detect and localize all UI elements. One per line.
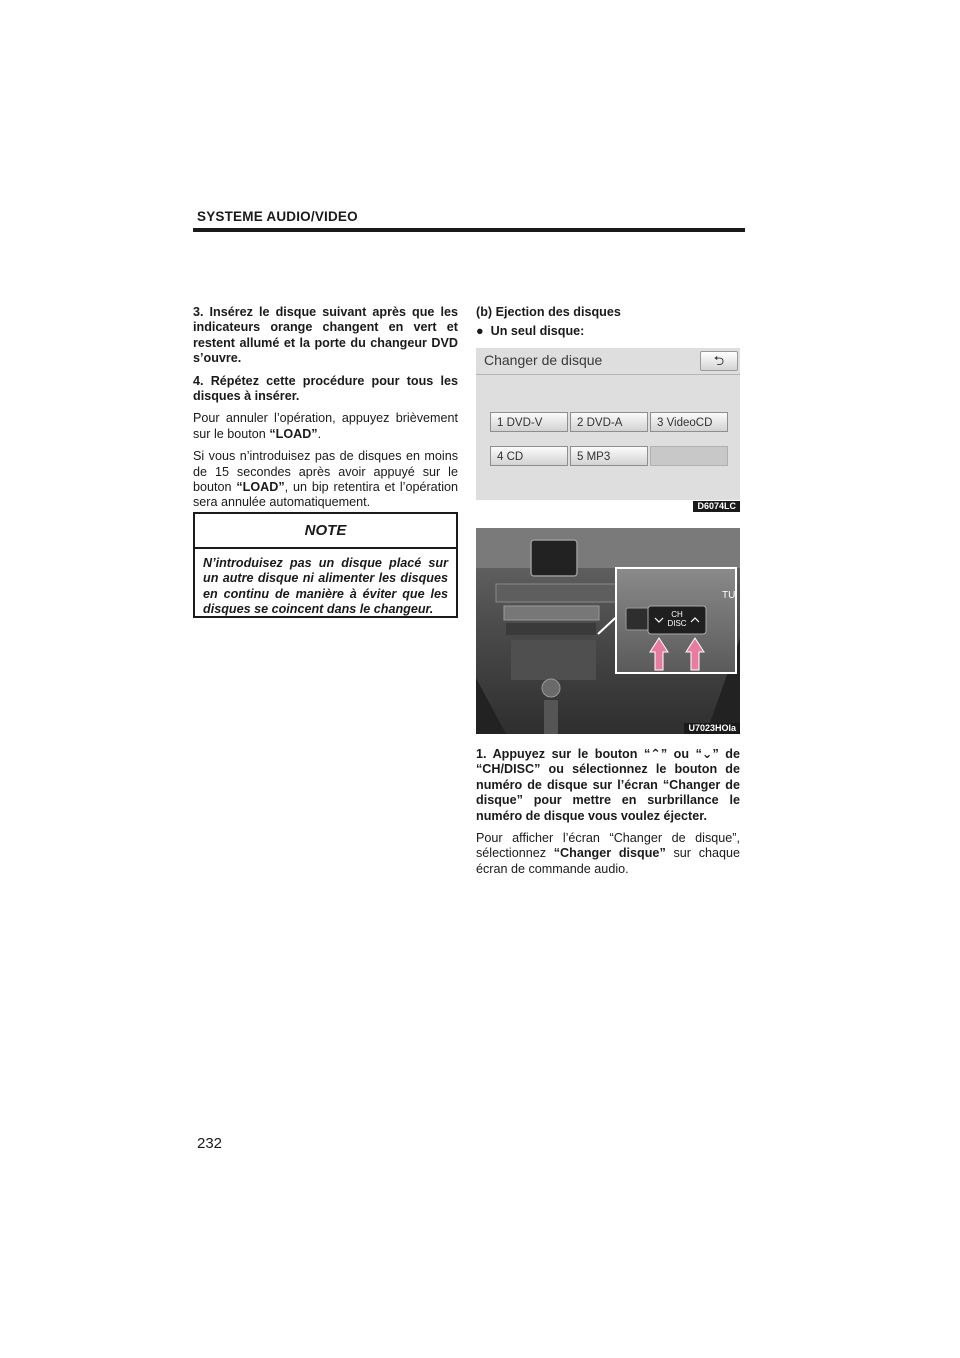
note-text: N’introduisez pas un disque placé sur un autre disque ni alimenter les disques en continu de manière à éviter que les disques se coincent dans le changeur. [203,556,448,617]
ch-label: CH [671,610,683,619]
side-label: TU [722,590,736,601]
subheading: (b) Ejection des disques [476,305,621,319]
chevron-down-icon: ⌄ [701,747,713,761]
cancel-end: . [317,426,322,441]
bullet-dot-icon: ● [476,324,484,339]
changer-screen-figure [476,348,740,513]
left-column [193,305,458,518]
step1-text-c: ” de “CH/DISC” ou sélectionnez le bouton de numéro de disque sur l’écran “Changer de disque” pour mettre en surbrillance le numéro de disque vous voulez éjecter. [476,747,740,823]
info-end: sur chaque écran de commande audio. [476,846,741,876]
disc-button-1[interactable]: 1 DVD-V [490,412,568,432]
page-number: 232 [197,1135,223,1152]
back-icon: ⮌ [713,353,725,368]
disc-button-6[interactable] [650,446,728,466]
step1-text-b: ” ou “ [660,747,702,761]
header-rule [193,228,745,232]
timeout-text: Si vous n’introduisez pas de disques en moins de 15 secondes après avoir appuyé sur le bouton [193,449,458,495]
note-box [193,512,458,618]
screen-title: Changer de disque [484,352,603,368]
timeout-paragraph [193,449,458,511]
screen-panel [476,348,740,500]
step-3: 3. Insérez le disque suivant après que les indicateurs orange changent en vert et restent allumé et la porte du changeur DVD s’ouvre. [193,305,458,366]
changer-key: “Changer disque” [553,846,666,861]
bullet-item [476,324,740,339]
figure-code: D6074LC [693,501,740,512]
cancel-text: Pour annuler l’opération, appuyez brièvement sur le bouton [193,411,458,441]
info-text: Pour afficher l’écran “Changer de disque”, sélectionnez [476,831,740,861]
dashboard-illustration [476,528,740,734]
cancel-paragraph [193,411,458,442]
back-button[interactable] [700,351,738,371]
chevron-up-icon: ⌃ [650,747,661,761]
disc-button-5[interactable]: 5 MP3 [570,446,648,466]
note-rule [195,547,456,549]
load-key: “LOAD” [236,480,285,495]
bullet-text: Un seul disque: [490,324,585,339]
disc-button-4[interactable]: 4 CD [490,446,568,466]
photo-code: U7023HOIa [684,723,740,734]
right-column-top [476,305,740,340]
dashboard-photo [476,528,740,734]
step-4: 4. Répétez cette procédure pour tous les disques à insérer. [193,373,458,404]
display-screen [531,540,577,576]
info-paragraph [476,831,740,877]
disc-button-3[interactable]: 3 VideoCD [650,412,728,432]
section-header: SYSTEME AUDIO/VIDEO [197,209,358,224]
disc-label: DISC [667,619,687,628]
step-1 [476,747,740,824]
step1-text-a: 1. Appuyez sur le bouton “ [476,747,651,761]
screen-divider [476,374,740,375]
disc-button-2[interactable]: 2 DVD-A [570,412,648,432]
right-column-bottom [476,747,740,884]
timeout-end: , un bip retentira et l’opération sera annulée automatiquement. [193,480,458,510]
note-title: NOTE [304,522,347,539]
load-key: “LOAD” [269,426,318,441]
